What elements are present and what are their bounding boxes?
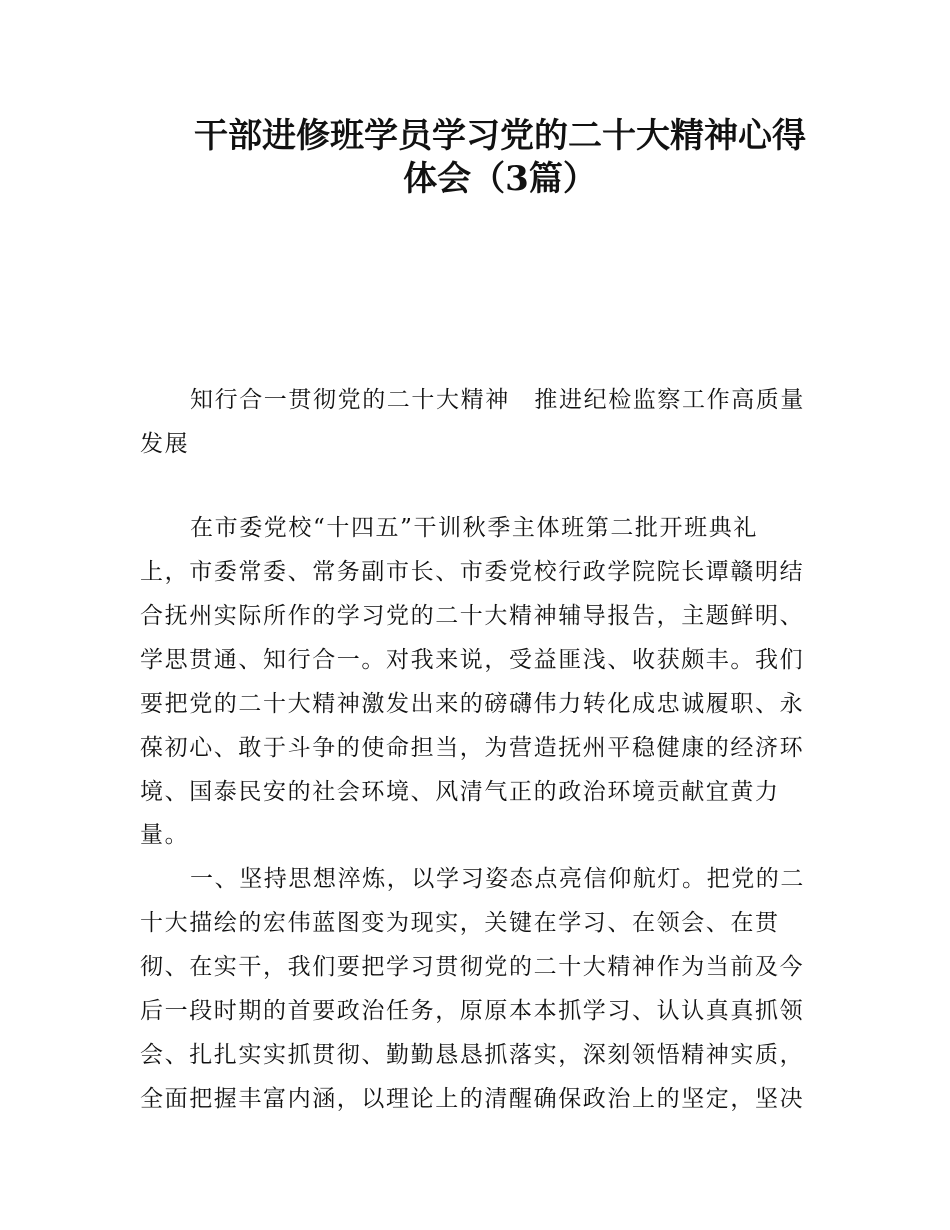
paragraph-1-line: 境、国泰民安的社会环境、风清气正的政治环境贡献宜黄力 [140,779,780,805]
paragraph-1-line: 合抚州实际所作的学习党的二十大精神辅导报告，主题鲜明、 [140,603,805,629]
document-title-line-2: 体会（3篇） [403,159,597,199]
paragraph-1-line: 在市委党校“十四五”干训秋季主体班第二批开班典礼 [190,515,758,541]
paragraph-2-line: 会、扎扎实实抓贯彻、勤勤恳恳抓落实，深刻领悟精神实质， [140,1042,805,1068]
document-title-line-1: 干部进修班学员学习党的二十大精神心得 [194,116,806,156]
paragraph-1-line: 要把党的二十大精神激发出来的磅礴伟力转化成忠诚履职、永 [140,691,805,717]
paragraph-2-line: 全面把握丰富内涵，以理论上的清醒确保政治上的坚定，坚决 [140,1086,805,1112]
paragraph-2-line: 一、坚持思想淬炼，以学习姿态点亮信仰航灯。把党的二 [190,866,805,892]
section-subtitle-line-2: 发展 [140,431,190,457]
paragraph-2-line: 后一段时期的首要政治任务，原原本本抓学习、认认真真抓领 [140,998,805,1024]
paragraph-1-line: 葆初心、敢于斗争的使命担当，为营造抚州平稳健康的经济环 [140,735,805,761]
paragraph-1-line: 学思贯通、知行合一。对我来说，受益匪浅、收获颇丰。我们 [140,647,805,673]
paragraph-2-line: 彻、在实干，我们要把学习贯彻党的二十大精神作为当前及今 [140,954,805,980]
section-subtitle-line-1: 知行合一贯彻党的二十大精神 推进纪检监察工作高质量 [190,387,805,413]
paragraph-1-line: 上，市委常委、常务副市长、市委党校行政学院院长谭赣明结 [140,559,805,585]
paragraph-1-line: 量。 [140,822,190,848]
paragraph-2-line: 十大描绘的宏伟蓝图变为现实，关键在学习、在领会、在贯 [140,910,780,936]
